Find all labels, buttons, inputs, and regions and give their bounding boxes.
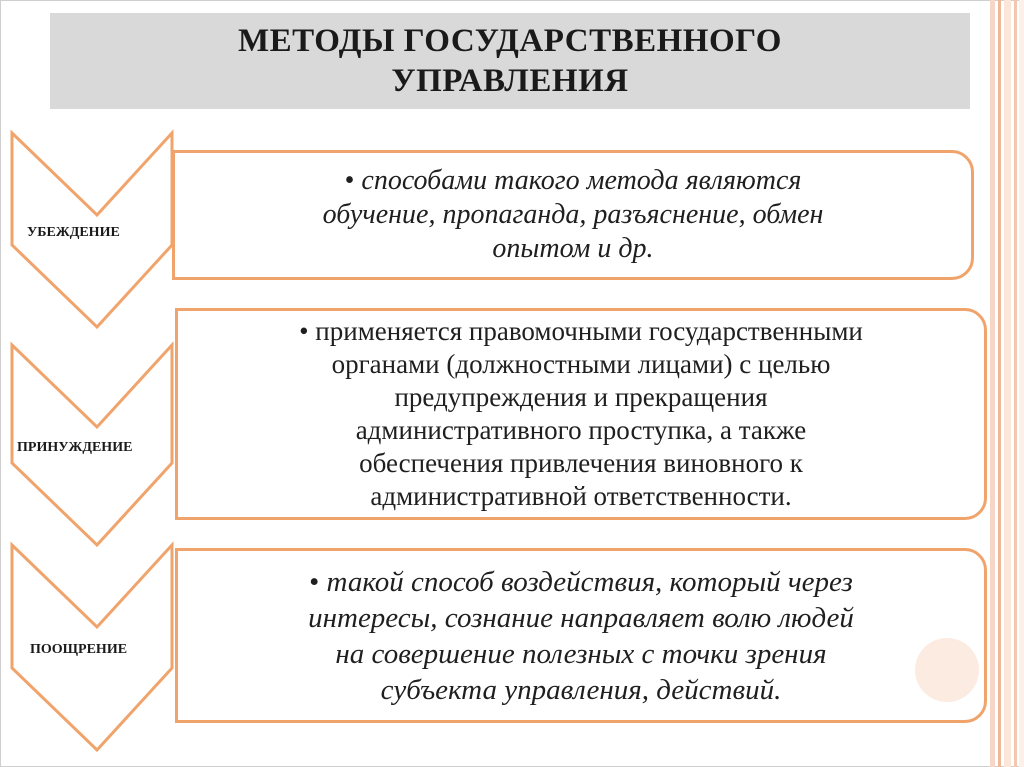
- description-line: субъекта управления, действий.: [380, 673, 782, 706]
- description-text-pooshchrenie: [308, 564, 854, 708]
- description-box-ubezhdenie: [172, 150, 974, 280]
- method-label-ubezhdenie: УБЕЖДЕНИЕ: [27, 225, 120, 240]
- description-text-prinuzhdenie: [299, 315, 863, 513]
- description-line: предупреждения и прекращения: [394, 382, 768, 412]
- slide-title-line-1: МЕТОДЫ ГОСУДАРСТВЕННОГО: [238, 23, 782, 59]
- bullet: •: [299, 316, 309, 346]
- description-line: органами (должностными лицами) с целью: [331, 349, 831, 379]
- description-line: опытом и др.: [492, 233, 654, 264]
- slide-title-line-2: УПРАВЛЕНИЯ: [391, 63, 629, 99]
- method-label-prinuzhdenie: ПРИНУЖДЕНИЕ: [17, 440, 133, 455]
- description-line: обучение, пропаганда, разъяснение, обмен: [322, 199, 824, 230]
- description-box-prinuzhdenie: [175, 308, 987, 520]
- description-text-ubezhdenie: [323, 164, 824, 266]
- bullet: •: [309, 565, 320, 598]
- description-line: такой способ воздействия, который через: [326, 565, 853, 598]
- description-line: способами такого метода являются: [361, 165, 802, 196]
- description-line: на совершение полезных с точки зрения: [335, 637, 827, 670]
- description-box-pooshchrenie: [175, 548, 987, 723]
- description-line: применяется правомочными государственными: [315, 316, 863, 346]
- description-line: интересы, сознание направляет волю людей: [308, 601, 854, 634]
- description-line: административной ответственности.: [370, 481, 792, 511]
- description-line: обеспечения привлечения виновного к: [359, 448, 803, 478]
- method-label-pooshchrenie: ПООЩРЕНИЕ: [30, 642, 128, 657]
- description-line: административного проступка, а также: [355, 415, 807, 445]
- bullet: •: [344, 165, 355, 196]
